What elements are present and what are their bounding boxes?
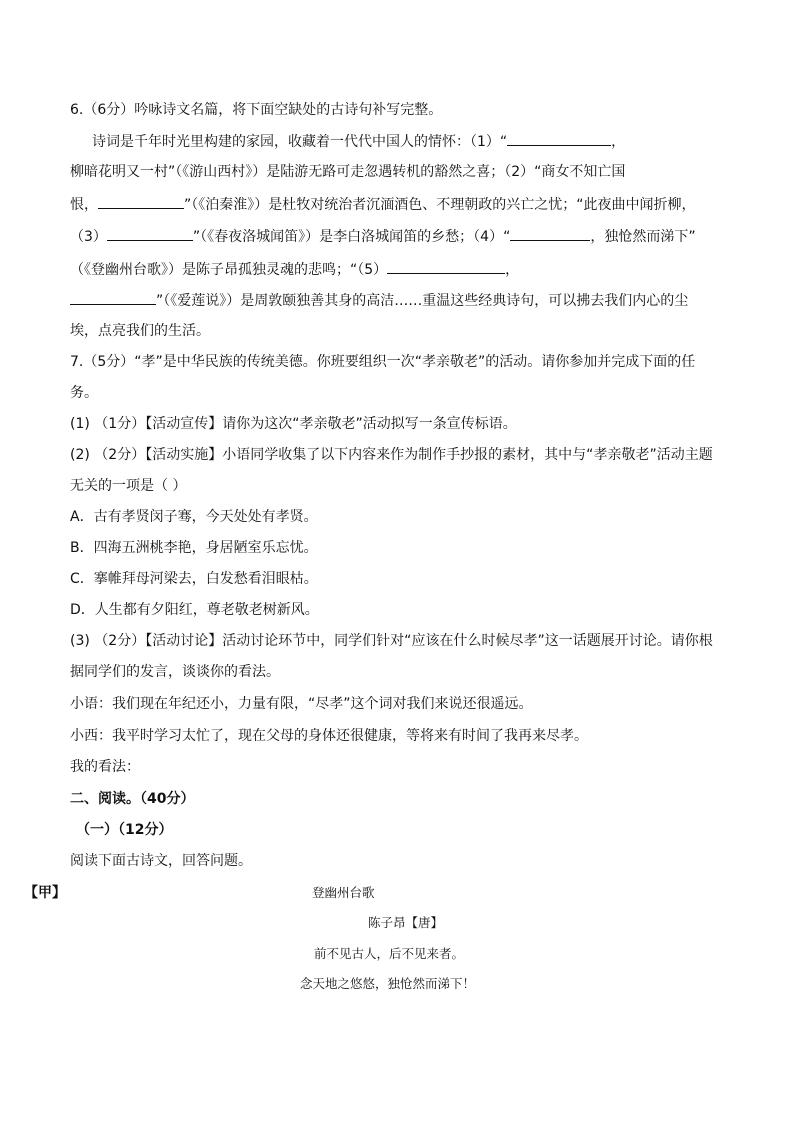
q6-text: ， <box>611 134 626 150</box>
q7-heading: 7.（5分）“孝”是中华民族的传统美德。你班要组织一次“孝亲敬老”的活动。请你参加并完成下面的任 <box>70 354 696 370</box>
q7-sub3: 据同学们的发言，谈谈你的看法。 <box>70 664 280 680</box>
fill-blank-5b[interactable] <box>70 290 156 305</box>
reading-instruction: 阅读下面古诗文，回答问题。 <box>70 853 252 869</box>
poem-tag: 【甲】 <box>24 885 66 901</box>
fill-blank-2[interactable] <box>98 194 184 209</box>
option-a[interactable]: A．古有孝贤闵子骞，今天处处有孝贤。 <box>70 509 318 525</box>
fill-blank-4[interactable] <box>510 226 590 241</box>
option-b[interactable]: B．四海五洲桃李艳，身居陋室乐忘忧。 <box>70 540 318 556</box>
q6-paragraph-line <box>70 194 696 215</box>
fill-blank-1a[interactable] <box>507 131 611 146</box>
q6-text: ”（《春夜洛城闻笛》）是李白洛城闻笛的乡愁；（4）“ <box>192 229 511 245</box>
fill-blank-3[interactable] <box>107 226 193 241</box>
poem-line-1: 前不见古人，后不见来者。 <box>314 946 465 961</box>
part-title: （一）（12分） <box>76 822 173 838</box>
q6-text: ，独怆然而涕下” <box>590 229 696 245</box>
q6-text: ”（《泊秦淮》）是杜牧对统治者沉湎酒色、不理朝政的兴亡之忧；“此夜曲中闻折柳， <box>184 197 696 213</box>
q6-text: 诗词是千年时光里构建的家园，收藏着一代代中国人的情怀：（1）“ <box>92 134 508 150</box>
q6-text: （3） <box>70 229 107 245</box>
option-c[interactable]: C．搴帷拜母河梁去，白发愁看泪眼枯。 <box>70 571 318 587</box>
q6-text: ”（《爱莲说》）是周敦颐独善其身的高洁……重温这些经典诗句，可以拂去我们内心的尘 <box>156 293 689 309</box>
option-d[interactable]: D．人生都有夕阳红，尊老敬老树新风。 <box>70 602 319 618</box>
q6-text: （《登幽州台歌》）是陈子昂孤独灵魂的悲鸣；“（5） <box>70 262 388 278</box>
xiaoxi-statement: 小西：我平时学习太忙了，现在父母的身体还很健康，等将来有时间了我再来尽孝。 <box>70 728 588 744</box>
q6-heading: 6.（6分）吟咏诗文名篇，将下面空缺处的古诗句补写完整。 <box>70 102 443 118</box>
q6-paragraph-line: 埃，点亮我们的生活。 <box>70 323 210 339</box>
q6-text: ， <box>505 262 520 278</box>
poem-line-2: 念天地之悠悠，独怆然而涕下！ <box>300 976 476 991</box>
q6-paragraph-line: 柳暗花明又一村”（《游山西村》）是陆游无路可走忽遇转机的豁然之喜；（2）“商女不知亡国 <box>70 164 626 180</box>
q7-sub2: 无关的一项是（ ） <box>70 478 187 494</box>
q7-sub1: (1) （1分）【活动宣传】请你为这次“孝亲敬老”活动拟写一条宣传标语。 <box>70 416 517 432</box>
fill-blank-5a[interactable] <box>387 259 505 274</box>
section-title: 二、阅读。（40分） <box>70 791 195 807</box>
q6-paragraph-line <box>70 226 696 247</box>
q6-paragraph-line <box>70 259 519 280</box>
q6-paragraph-line <box>70 290 688 311</box>
my-view-label: 我的看法： <box>70 759 140 775</box>
poem-title: 登幽州台歌 <box>312 885 375 900</box>
q6-text: 恨， <box>70 197 98 213</box>
poem-author: 陈子昂【唐】 <box>368 915 444 930</box>
q7-sub3: (3) （2分）【活动讨论】活动讨论环节中，同学们针对“应该在什么时候尽孝”这一话题展开讨论。请你根 <box>70 633 713 649</box>
q7-sub2: (2) （2分）【活动实施】小语同学收集了以下内容来作为制作手抄报的素材，其中与“孝亲敬老”活动主题 <box>70 447 713 463</box>
xiaoyu-statement: 小语：我们现在年纪还小，力量有限，“尽孝”这个词对我们来说还很遥远。 <box>70 696 533 712</box>
q7-heading: 务。 <box>70 385 98 401</box>
q6-paragraph-line <box>92 131 625 152</box>
